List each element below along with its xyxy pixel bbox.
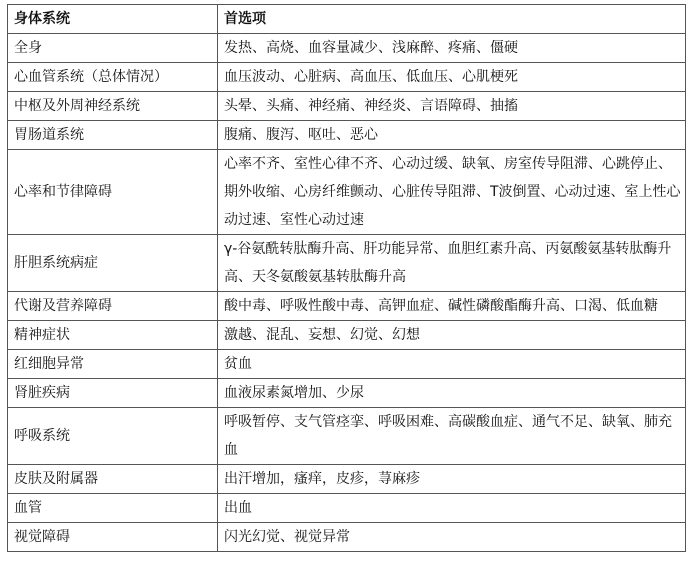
header-body-system: 身体系统 <box>8 5 218 34</box>
system-cell: 胃肠道系统 <box>8 121 218 150</box>
items-cell: 出血 <box>218 494 686 523</box>
system-cell: 心率和节律障碍 <box>8 150 218 235</box>
system-cell: 皮肤及附属器 <box>8 465 218 494</box>
table-row <box>8 63 686 92</box>
items-cell: 血液尿素氮增加、少尿 <box>218 379 686 408</box>
items-cell: 贫血 <box>218 350 686 379</box>
items-cell: 呼吸暂停、支气管痉挛、呼吸困难、高碳酸血症、通气不足、缺氧、肺充血 <box>218 408 686 465</box>
items-cell: 酸中毒、呼吸性酸中毒、高钾血症、碱性磷酸酯酶升高、口渴、低血糖 <box>218 292 686 321</box>
system-cell: 肾脏疾病 <box>8 379 218 408</box>
adverse-reaction-table-container <box>7 4 686 552</box>
system-cell: 血管 <box>8 494 218 523</box>
items-cell: 头晕、头痛、神经痛、神经炎、言语障碍、抽搐 <box>218 92 686 121</box>
items-cell: 激越、混乱、妄想、幻觉、幻想 <box>218 321 686 350</box>
table-row <box>8 150 686 235</box>
items-cell: 心率不齐、室性心律不齐、心动过缓、缺氧、房室传导阻滞、心跳停止、期外收缩、心房纤维颤动、心脏传导阻滞、T波倒置、心动过速、室上性心动过速、室性心动过速 <box>218 150 686 235</box>
header-preferred-term: 首选项 <box>218 5 686 34</box>
table-row <box>8 350 686 379</box>
table-row <box>8 523 686 552</box>
items-cell: 闪光幻觉、视觉异常 <box>218 523 686 552</box>
system-cell: 视觉障碍 <box>8 523 218 552</box>
system-cell: 肝胆系统病症 <box>8 235 218 292</box>
system-cell: 心血管系统（总体情况） <box>8 63 218 92</box>
items-cell: 出汗增加，瘙痒，皮疹，荨麻疹 <box>218 465 686 494</box>
system-cell: 精神症状 <box>8 321 218 350</box>
items-cell: 发热、高烧、血容量减少、浅麻醉、疼痛、僵硬 <box>218 34 686 63</box>
system-cell: 中枢及外周神经系统 <box>8 92 218 121</box>
system-cell: 呼吸系统 <box>8 408 218 465</box>
system-cell: 红细胞异常 <box>8 350 218 379</box>
table-row <box>8 321 686 350</box>
table-row <box>8 121 686 150</box>
table-row <box>8 34 686 63</box>
adverse-reaction-table <box>7 4 686 552</box>
items-cell: 腹痛、腹泻、呕吐、恶心 <box>218 121 686 150</box>
table-row <box>8 235 686 292</box>
table-row <box>8 379 686 408</box>
items-cell: γ-谷氨酰转肽酶升高、肝功能异常、血胆红素升高、丙氨酸氨基转肽酶升高、天冬氨酸氨基转肽酶升高 <box>218 235 686 292</box>
items-cell: 血压波动、心脏病、高血压、低血压、心肌梗死 <box>218 63 686 92</box>
table-row <box>8 465 686 494</box>
table-header-row <box>8 5 686 34</box>
table-row <box>8 292 686 321</box>
table-row <box>8 408 686 465</box>
system-cell: 代谢及营养障碍 <box>8 292 218 321</box>
table-row <box>8 92 686 121</box>
system-cell: 全身 <box>8 34 218 63</box>
table-row <box>8 494 686 523</box>
